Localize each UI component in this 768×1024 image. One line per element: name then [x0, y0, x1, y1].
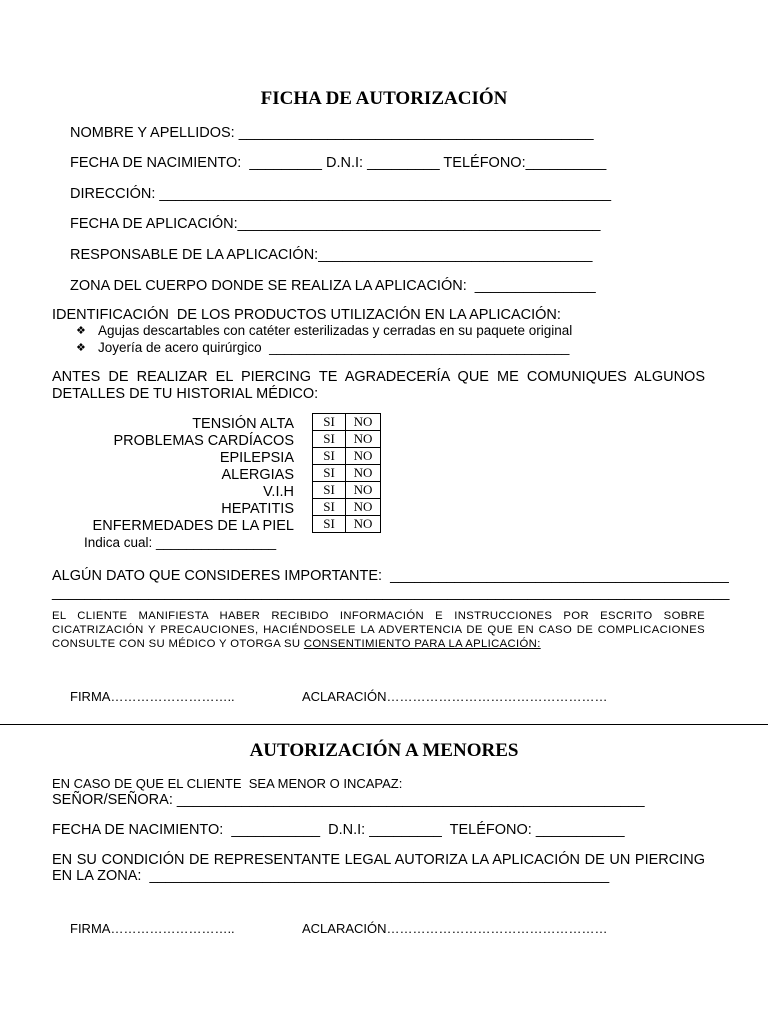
table-row: [313, 431, 381, 448]
si-checkbox[interactable]: SI: [313, 465, 346, 482]
condition-label: HEPATITIS: [221, 501, 294, 517]
si-checkbox[interactable]: SI: [313, 499, 346, 516]
birth-dni-phone-field[interactable]: FECHA DE NACIMIENTO: _________ D.N.I: _________ TELÉFONO:__________: [70, 155, 607, 171]
consent-line3-prefix: CONSULTE CON SU MÉDICO Y OTORGA SU: [52, 638, 304, 650]
table-row: [313, 516, 381, 533]
address-field[interactable]: DIRECCIÓN: ________________________________________________________: [70, 186, 612, 202]
table-row: [313, 414, 381, 431]
section-divider: [0, 724, 768, 725]
consent-underlined: CONSENTIMIENTO PARA LA APLICACIÓN:: [303, 638, 541, 650]
si-checkbox[interactable]: SI: [313, 516, 346, 533]
medical-intro-line2: DETALLES DE TU HISTORIAL MÉDICO:: [52, 386, 319, 402]
consent-line1: EL CLIENTE MANIFIESTA HABER RECIBIDO INFORMACIÓN E INSTRUCCIONES POR ESCRITO SOBRE: [52, 610, 705, 622]
condition-label: TENSIÓN ALTA: [192, 416, 294, 432]
minors-signature-field[interactable]: FIRMA………………………..: [70, 921, 235, 936]
medical-intro-line1: ANTES DE REALIZAR EL PIERCING TE AGRADECERÍA QUE ME COMUNIQUES ALGUNOS: [52, 369, 705, 385]
diamond-bullet-icon: ❖: [76, 325, 86, 337]
minors-title: AUTORIZACIÓN A MENORES: [249, 740, 519, 761]
si-checkbox[interactable]: SI: [313, 431, 346, 448]
product-item[interactable]: Joyería de acero quirúrgico ________________________________________: [98, 340, 570, 355]
consent-line2: CICATRIZACIÓN Y PRECAUCIONES, HACIÉNDOSELE LA ADVERTENCIA DE QUE EN CASO DE COMPLICACIONES: [52, 624, 705, 636]
si-checkbox[interactable]: SI: [313, 448, 346, 465]
condition-label: PROBLEMAS CARDÍACOS: [113, 433, 294, 449]
indicate-which-field[interactable]: Indica cual: ________________: [84, 535, 277, 550]
minors-intro: EN CASO DE QUE EL CLIENTE SEA MENOR O INCAPAZ:: [52, 776, 403, 791]
product-item: Agujas descartables con catéter esterilizadas y cerradas en su paquete original: [98, 323, 573, 338]
signature-field[interactable]: FIRMA………………………..: [70, 689, 235, 704]
no-checkbox[interactable]: NO: [346, 448, 381, 465]
no-checkbox[interactable]: NO: [346, 499, 381, 516]
medical-history-table: [312, 413, 381, 533]
no-checkbox[interactable]: NO: [346, 516, 381, 533]
consent-line3: [52, 637, 541, 651]
zone-field[interactable]: EN LA ZONA: _________________________________________________________: [52, 868, 610, 884]
table-row: [313, 482, 381, 499]
application-date-field[interactable]: FECHA DE APLICACIÓN:_____________________________________________: [70, 216, 601, 232]
si-checkbox[interactable]: SI: [313, 482, 346, 499]
name-field[interactable]: NOMBRE Y APELLIDOS: ____________________________________________: [70, 125, 594, 141]
condition-label: EPILEPSIA: [219, 450, 294, 466]
table-row: [313, 465, 381, 482]
minor-birth-dni-phone-field[interactable]: FECHA DE NACIMIENTO: ___________ D.N.I: _________ TELÉFONO: ___________: [52, 822, 625, 838]
form-title: FICHA DE AUTORIZACIÓN: [260, 88, 508, 109]
no-checkbox[interactable]: NO: [346, 482, 381, 499]
table-row: [313, 448, 381, 465]
diamond-bullet-icon: ❖: [76, 342, 86, 354]
minors-clarification-field[interactable]: ACLARACIÓN……………………………………………: [302, 921, 608, 936]
clarification-field[interactable]: ACLARACIÓN……………………………………………: [302, 689, 608, 704]
legal-rep-line1: EN SU CONDICIÓN DE REPRESENTANTE LEGAL AUTORIZA LA APLICACIÓN DE UN PIERCING: [52, 852, 705, 868]
no-checkbox[interactable]: NO: [346, 431, 381, 448]
no-checkbox[interactable]: NO: [346, 414, 381, 431]
guardian-field[interactable]: SEÑOR/SEÑORA: __________________________________________________________: [52, 792, 645, 808]
table-row: [313, 499, 381, 516]
important-data-field[interactable]: ALGÚN DATO QUE CONSIDERES IMPORTANTE: __________________________________________: [52, 568, 729, 584]
condition-label: ENFERMEDADES DE LA PIEL: [92, 518, 294, 534]
condition-label: ALERGIAS: [221, 467, 294, 483]
products-heading: IDENTIFICACIÓN DE LOS PRODUCTOS UTILIZACIÓN EN LA APLICACIÓN:: [52, 307, 561, 323]
responsible-field[interactable]: RESPONSABLE DE LA APLICACIÓN:__________________________________: [70, 247, 593, 263]
si-checkbox[interactable]: SI: [313, 414, 346, 431]
condition-label: V.I.H: [263, 484, 294, 500]
body-zone-field[interactable]: ZONA DEL CUERPO DONDE SE REALIZA LA APLICACIÓN: _______________: [70, 278, 596, 294]
no-checkbox[interactable]: NO: [346, 465, 381, 482]
important-data-line2[interactable]: ____________________________________________________________________________________: [52, 585, 730, 601]
